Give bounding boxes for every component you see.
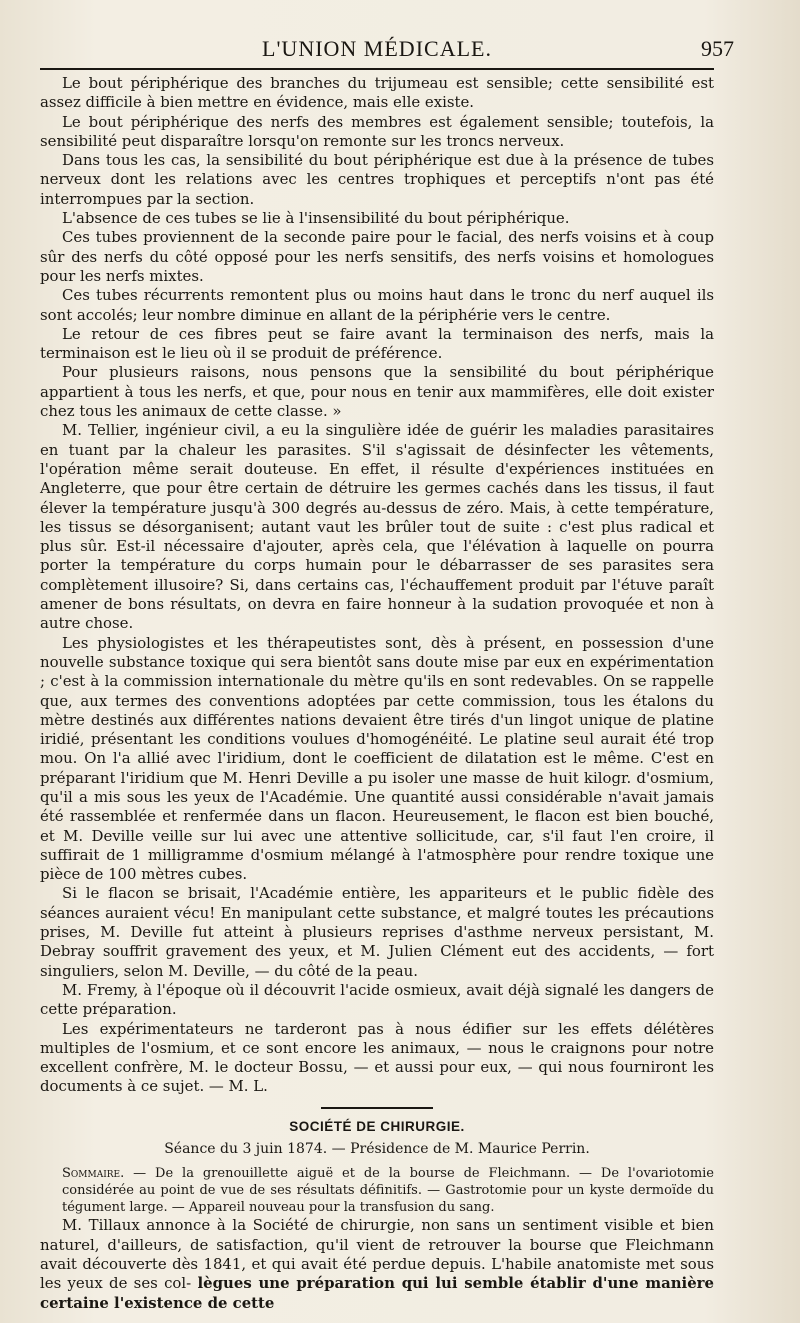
running-title: L'UNION MÉDICALE. [262, 36, 492, 61]
page-header [40, 32, 734, 70]
paragraph: Les physiologistes et les thérapeutistes sont, dès à présent, en possession d'une nouvelle substance toxique qui sera bientôt sans doute mise par eux en expérimentation ; c'est à la commission internationale du mètre qu'ils en sont redevables. On se rappelle que, aux termes des conventions adoptées par cette commission, tous les étalons du mètre destinés aux différentes nations devaient être tirés d'un lingot unique de platine iridié, présentant les conditions voulues d'homogénéité. Le platine seul aurait été trop mou. On l'a allié avec l'iridium, dont le coefficient de dilatation est le même. C'est en préparant l'iridium que M. Henri Deville a pu isoler une masse de huit kilogr. d'osmium, qu'il a mis sous les yeux de l'Académie. Une quantité aussi considérable n'avait jamais été rassemblée et renfermée dans un flacon. Heureusement, le flacon est bien bouché, et M. Deville veille sur lui avec une attentive sollicitude, car, s'il faut l'en croire, il suffirait de 1 milligramme d'osmium mélangé à l'atmosphère pour rendre toxique une pièce de 100 mètres cubes. [40, 633, 714, 884]
page-number: 957 [701, 36, 734, 61]
paragraph [40, 1216, 714, 1312]
opening-paragraph-bold: lègues une préparation qui lui semble établir d'une manière certaine l'existence de cette [40, 1274, 714, 1312]
paragraph: Le retour de ces fibres peut se faire avant la terminaison des nerfs, mais la terminaison est le lieu où il se produit de préférence. [40, 324, 714, 363]
paragraph: Pour plusieurs raisons, nous pensons que la sensibilité du bout périphérique appartient à tous les nerfs, et que, pour nous en tenir aux mammifères, elle doit exister chez tous les animaux de cette classe. » [40, 363, 714, 421]
paragraph: Le bout périphérique des branches du trijumeau est sensible; cette sensibilité est assez difficile à bien mettre en évidence, mais elle existe. [40, 74, 714, 112]
paragraph: M. Tellier, ingénieur civil, a eu la singulière idée de guérir les maladies parasitaires en tuant par la chaleur les parasites. S'il s'agissait de désinfecter les vêtements, l'opération même serait douteuse. En effet, il résulte d'expériences instituées en Angleterre, que pour être certain de détruire les germes cachés dans les tissus, il faut élever la température jusqu'à 300 degrés au-dessus de zéro. Mais, à cette température, les tissus se désorganisent; autant vaut les brûler tout de suite : c'est plus radical et plus sûr. Est-il nécessaire d'ajouter, après cela, que l'élévation à laquelle on pourra porter la température du corps humain pour le débarrasser de ses parasites sera complètement illusoire? Si, dans certains cas, l'échauffement produit par l'étuve paraît amener de bons résultats, on devra en faire honneur à la sudation provoquée et non à autre chose. [40, 421, 714, 633]
session-summary [40, 1165, 714, 1216]
paragraph: Dans tous les cas, la sensibilité du bout périphérique est due à la présence de tubes nerveux dont les relations avec les centres trophiques et perceptifs n'ont pas été interrompues par la section. [40, 151, 714, 208]
paragraph: Le bout périphérique des nerfs des membres est également sensible; toutefois, la sensibilité peut disparaître lorsqu'on remonte sur les troncs nerveux. [40, 112, 714, 150]
opening-paragraph-text: M. Tillaux annonce à la Société de chirurgie, non sans un sentiment visible et bien naturel, d'ailleurs, de satisfaction, qu'il vient de retrouver la bourse que Fleichmann avait découverte dès 1841, et qui avait été perdue depuis. L'habile anatomiste met sous les yeux de ses col- [40, 1216, 714, 1293]
summary-text: — De la grenouillette aiguë et de la bourse de Fleichmann. — De l'ovariotomie considérée au point de vue de ses résultats définitifs. — Gastrotomie pour un kyste dermoïde du tégument large. — Appareil nouveau pour la transfusion du sang. [62, 1166, 714, 1216]
section-divider [321, 1107, 433, 1109]
article-body [40, 74, 714, 1313]
paragraph: Ces tubes récurrents remontent plus ou moins haut dans le tronc du nerf auquel ils sont accolés; leur nombre diminue en allant de la périphérie vers le centre. [40, 286, 714, 324]
section-title: SOCIÉTÉ DE CHIRURGIE. [289, 1118, 465, 1134]
paragraph: M. Fremy, à l'époque où il découvrit l'acide osmieux, avait déjà signalé les dangers de cette préparation. [40, 980, 714, 1019]
session-line: Séance du 3 juin 1874. — Présidence de M. Maurice Perrin. [164, 1141, 590, 1158]
paragraph: Ces tubes proviennent de la seconde paire pour le facial, des nerfs voisins et à coup sûr des nerfs du côté opposé pour les nerfs sensitifs, des nerfs voisins et homologues pour les nerfs mixtes. [40, 228, 714, 285]
summary-lead: Sommaire. [62, 1166, 125, 1182]
paragraph: L'absence de ces tubes se lie à l'insensibilité du bout périphérique. [62, 209, 570, 228]
paragraph: Si le flacon se brisait, l'Académie entière, les appariteurs et le public fidèle des séances auraient vécu! En manipulant cette substance, et malgré toutes les précautions prises, M. Deville fut atteint à plusieurs reprises d'asthme nerveux persistant, M. Debray souffrit gravement des yeux, et M. Julien Clément eut des accidents, — fort singuliers, selon M. Deville, — du côté de la peau. [40, 884, 714, 980]
paragraph: Les expérimentateurs ne tarderont pas à nous édifier sur les effets délétères multiples de l'osmium, et ce sont encore les animaux, — nous le craignons pour notre excellent confrère, M. le docteur Bossu, — et aussi pour eux, — qui nous fourniront les documents à ce sujet. — M. L. [40, 1019, 714, 1096]
header-rule [40, 68, 714, 70]
